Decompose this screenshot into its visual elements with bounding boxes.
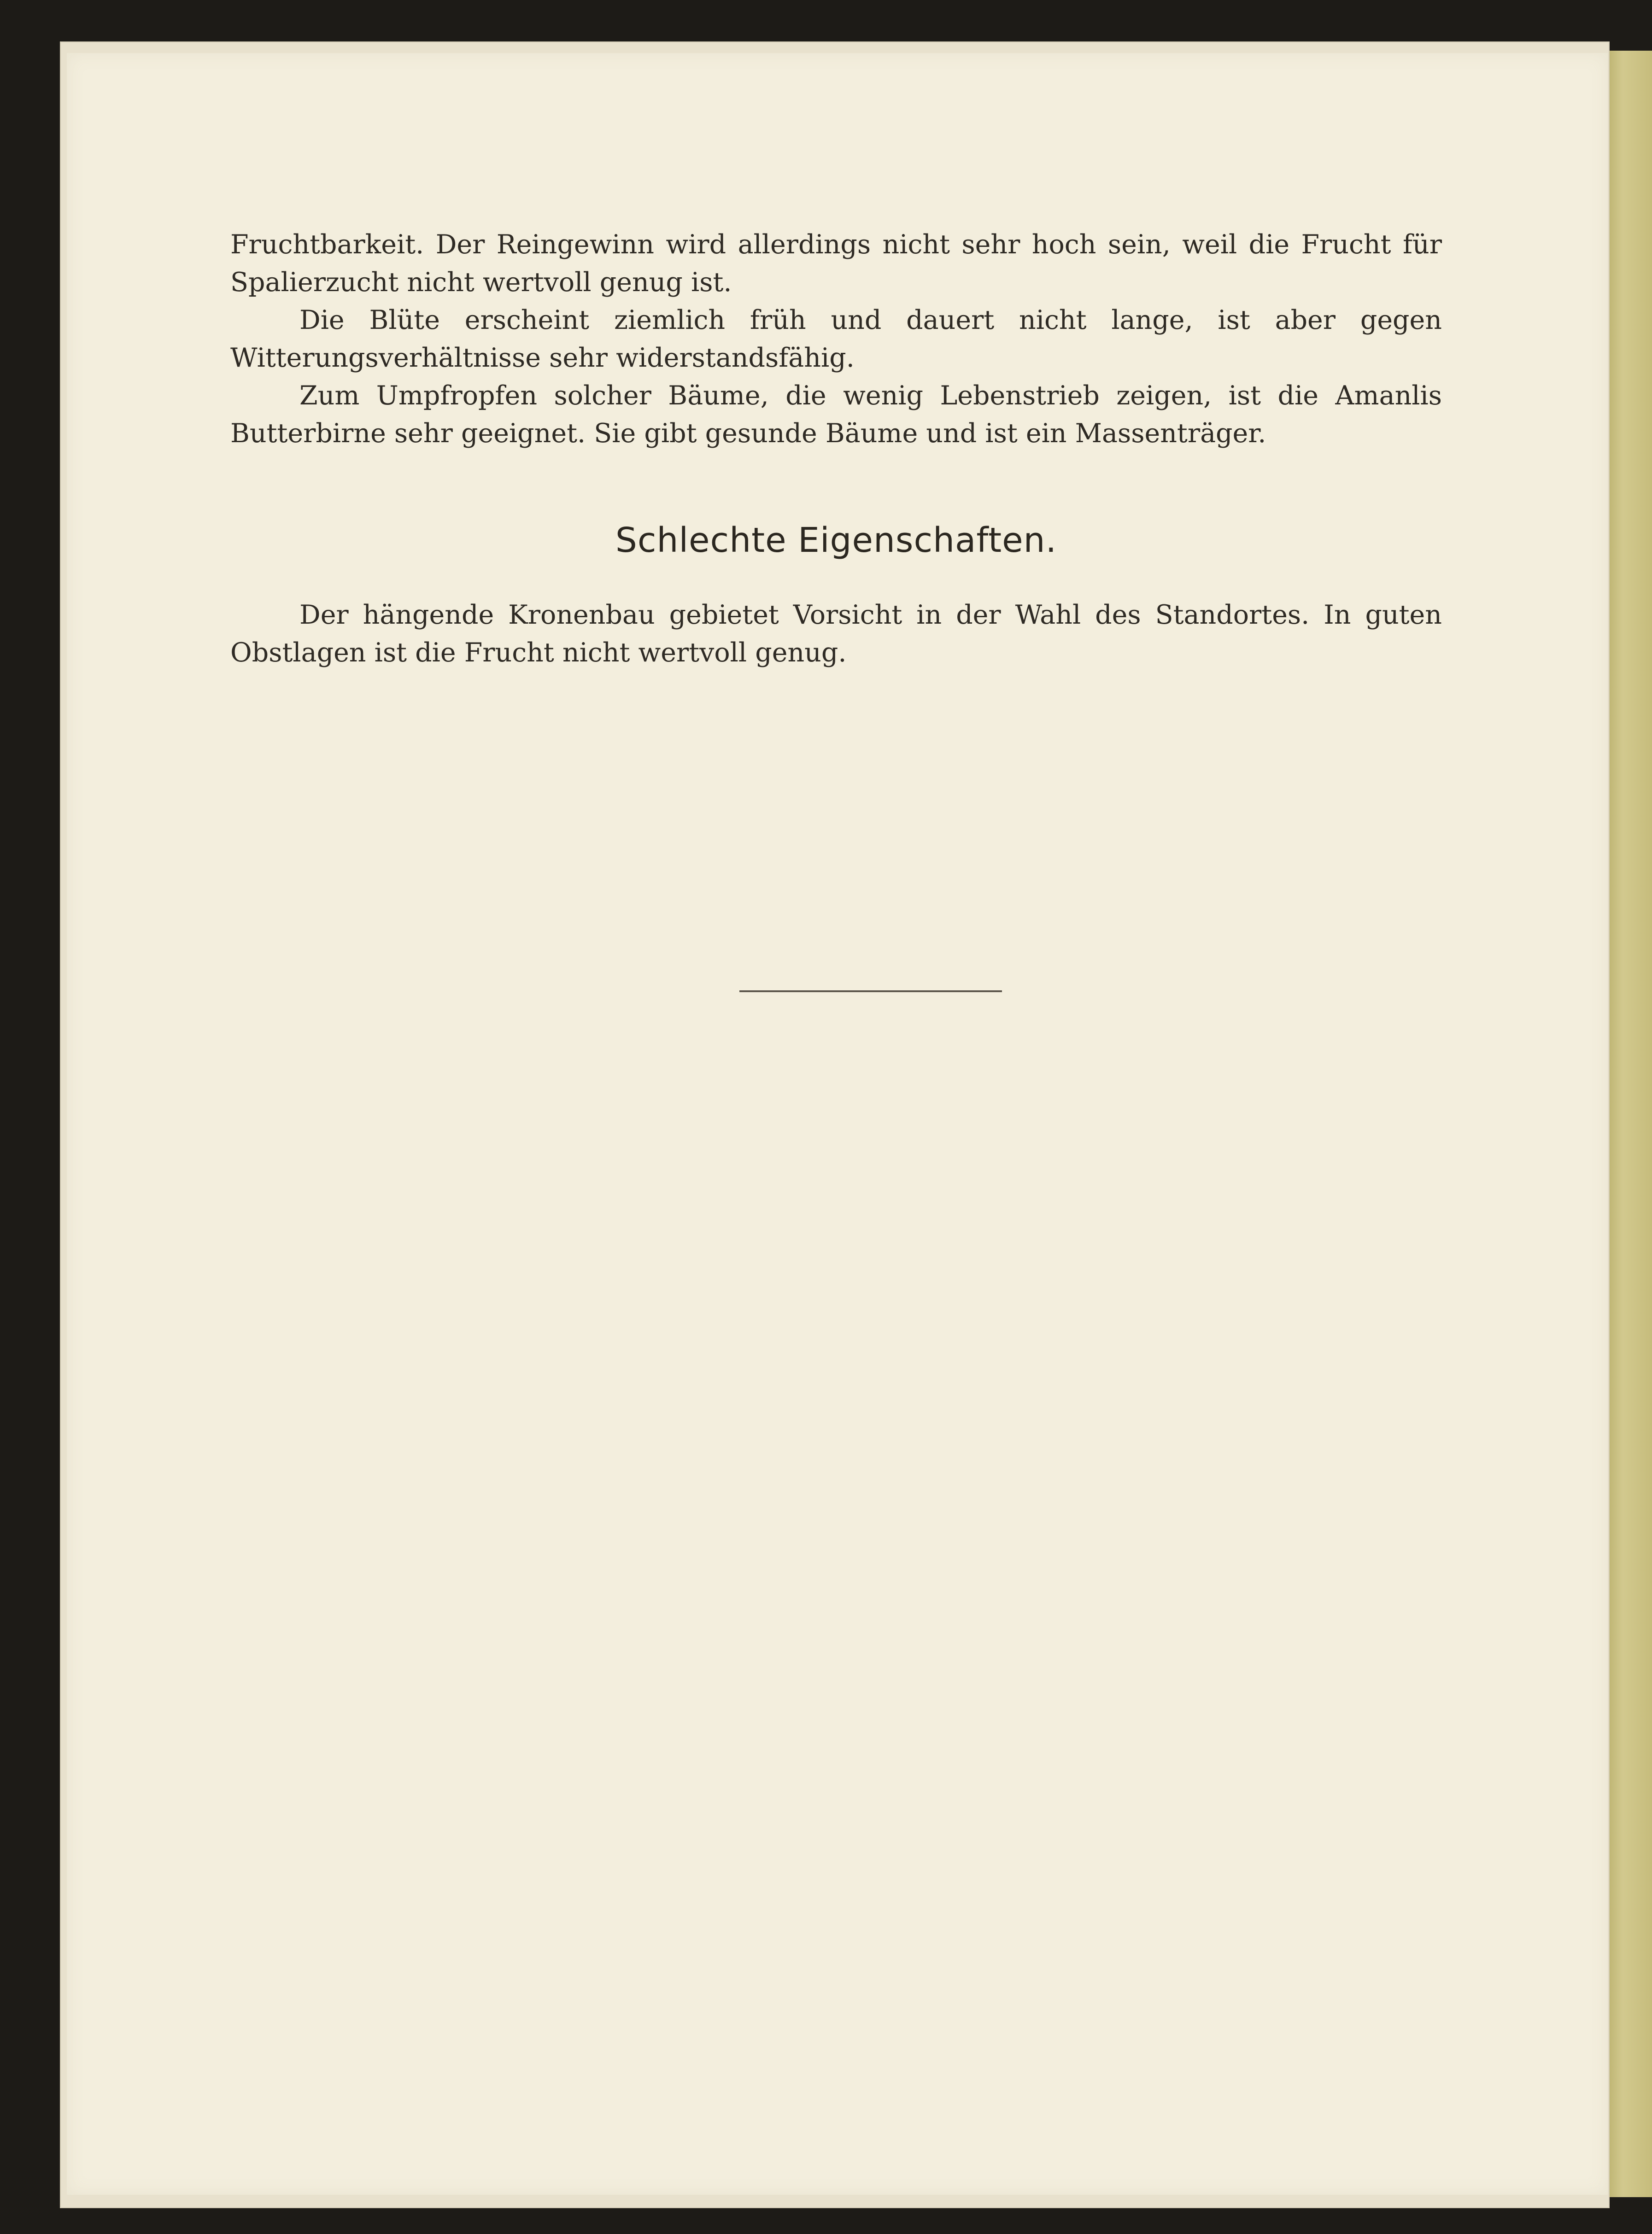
paragraph-umpfropfen: Zum Umpfropfen solcher Bäume, die wenig Lebenstrieb zeigen, ist die Amanlis Butterbirne sehr geeignet. Sie gibt gesunde Bäume und ist ein Massenträger. <box>230 380 1442 449</box>
book-back-edge <box>1603 51 1652 2197</box>
text-block <box>230 226 1442 672</box>
paragraph-kronenbau: Der hängende Kronenbau gebietet Vorsicht in der Wahl des Standortes. In guten Obstlagen ist die Frucht nicht wertvoll genug. <box>230 600 1442 668</box>
section-heading: Schlechte Eigenschaften. <box>615 520 1057 560</box>
paragraph-bluete: Die Blüte erscheint ziemlich früh und dauert nicht lange, ist aber gegen Witterungsverhältnisse sehr widerstandsfähig. <box>230 305 1442 373</box>
paragraph-fruchtbarkeit: Fruchtbarkeit. Der Reingewinn wird allerdings nicht sehr hoch sein, weil die Frucht für Spalierzucht nicht wertvoll genug ist. <box>230 229 1442 298</box>
end-rule <box>739 990 1002 992</box>
